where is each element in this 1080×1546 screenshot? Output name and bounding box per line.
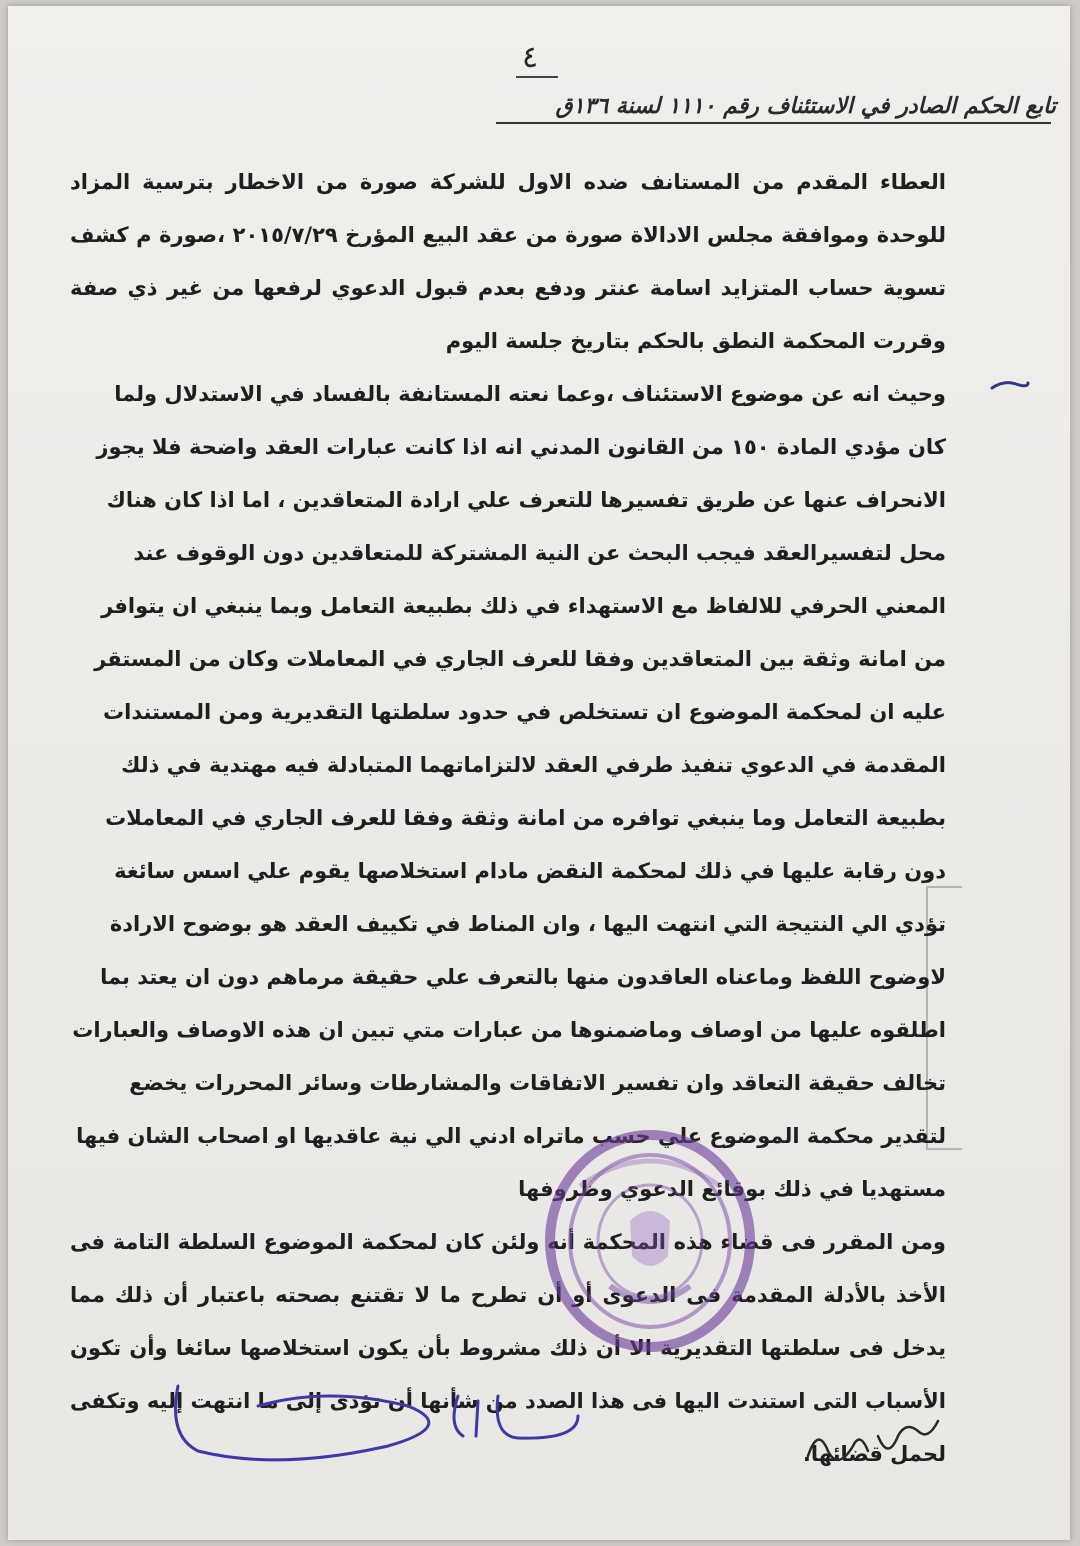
margin-mark-icon (990, 378, 1030, 394)
signature-left-icon (158, 1366, 598, 1476)
page-number-underline (516, 76, 558, 78)
running-header: تابع الحكم الصادر في الاستئناف رقم ١١١٠ لسنة ١٣٦ق (555, 94, 1056, 119)
paragraph-3: ومن المقرر فى قضاء هذه المحكمة أنه ولئن كان لمحكمة الموضوع السلطة التامة فى الأخذ بالأدلة المقدمة فى الدعوى أو أن تطرح ما لا تقتنع بصحته باعتبار أن ذلك مما يدخل فى سلطتها التقديرية الا أن ذلك مشروط بأن يكون استخلاصها سائغا وأن تكون الأسباب التى استندت اليها فى هذا الصدد من شأنها أن تؤدى إلى ما انتهت إليه وتكفى لحمل قضائها. (70, 1230, 946, 1466)
page-number: ٤ (522, 40, 539, 75)
judgment-body (70, 156, 946, 1481)
signature-right-icon (798, 1406, 948, 1476)
paragraph-2: وحيث انه عن موضوع الاستئناف ،وعما نعته المستانفة بالفساد في الاستدلال ولما كان مؤدي المادة ١٥٠ من القانون المدني انه اذا كانت عبارات العقد واضحة فلا يجوز الانحراف عنها عن طريق تفسيرها للتعرف علي ارادة المتعاقدين ، اما اذا كان هناك محل لتفسيرالعقد فيجب البحث عن النية المشتركة للمتعاقدين دون الوقوف عند المعني الحرفي للالفاظ مع الاستهداء في ذلك بطبيعة التعامل وبما ينبغي ان يتوافر من امانة وثقة بين المتعاقدين وفقا للعرف الجاري في المعاملات وكان من المستقر عليه ان لمحكمة الموضوع ان تستخلص في حدود سلطتها التقديرية ومن المستندات المقدمة في الدعوي تنفيذ طرفي العقد لالتزاماتهما المتبادلة فيه مهتدية في ذلك بطبيعة التعامل وما ينبغي توافره من امانة وثقة وفقا للعرف الجاري في المعاملات دون رقابة عليها في ذلك لمحكمة النقض مادام استخلاصها يقوم علي اسس سائغة تؤدي الي النتيجة التي انتهت اليها ، وان المناط في تكييف العقد هو بوضوح الارادة لاوضوح اللفظ وماعناه العاقدون منها بالتعرف علي حقيقة مرماهم دون ان يعتد بما اطلقوه عليها من اوصاف وماضمنوها من عبارات متي تبين ان هذه الاوصاف والعبارات تخالف حقيقة التعاقد وان تفسير الاتفاقات والمشارطات وسائر المحررات يخضع لتقدير محكمة الموضوع علي حسب ماتراه ادني الي نية عاقديها او اصحاب الشان فيها مستهديا في ذلك بوقائع الدعوي وظروفها (72, 382, 946, 1201)
court-seal-stamp-icon (540, 1126, 760, 1356)
paragraph-1: العطاء المقدم من المستانف ضده الاول للشركة صورة من الاخطار بترسية المزاد للوحدة وموافقة مجلس الادالاة صورة من عقد البيع المؤرخ ٢٠١٥/٧/٢٩ ،صورة م كشف تسوية حساب المتزايد اسامة عنتر ودفع بعدم قبول الدعوي لرفعها من غير ذي صفة وقررت المحكمة النطق بالحكم بتاريخ جلسة اليوم (70, 170, 946, 353)
document-page (8, 6, 1070, 1540)
running-header-underline (496, 122, 1051, 124)
